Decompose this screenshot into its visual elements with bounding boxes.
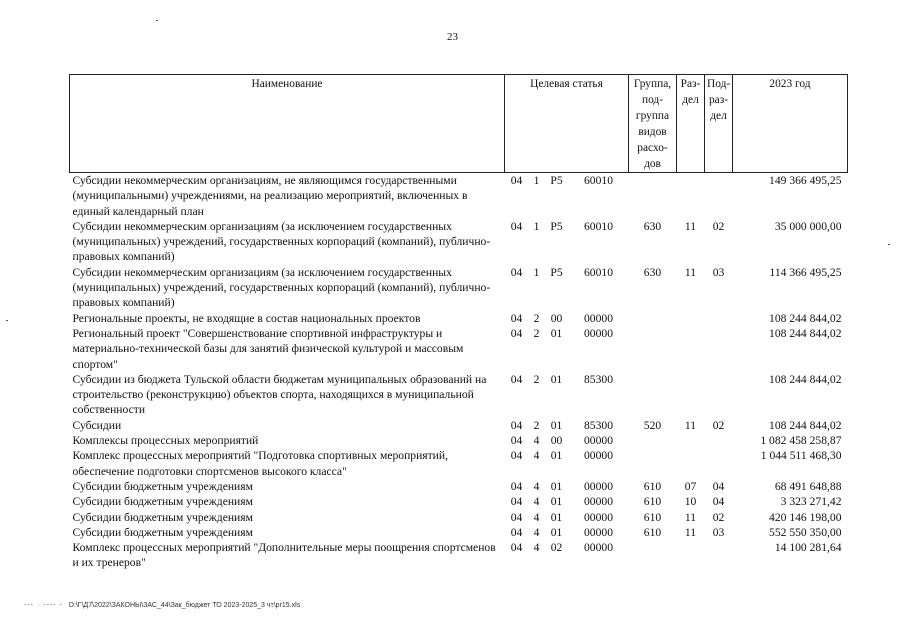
header-year: 2023 год [733,75,848,173]
table-row [70,448,848,479]
table-row [70,219,848,265]
subsection-code: 02 [712,219,725,233]
header-subsection: Под-раз-дел [705,75,733,173]
section-code [677,433,705,448]
expense-group [629,173,677,219]
expense-group: 630 [643,265,662,279]
table-row [70,510,848,525]
table-row [70,540,848,571]
target-code-direction: 60010 [584,174,613,187]
table-row [70,173,848,219]
row-name: Региональный проект "Совершенствование спортивной инфраструктуры и материально-технической базы для занятий физической культурой и массовым спортом" [72,326,464,371]
expense-group [629,372,677,418]
amount-2023: 3 323 271,42 [780,495,842,509]
target-code-type: 1 [533,219,540,233]
target-code-direction: 00000 [584,449,613,463]
target-code-type: 2 [533,418,540,432]
section-code [677,311,705,326]
target-code-project: 00 [550,311,563,325]
target-code-direction: 85300 [584,418,613,432]
target-code-direction: 00000 [584,479,613,493]
table-row [70,494,848,509]
target-code-project: 01 [550,449,563,463]
target-code-type: 2 [533,372,540,386]
subsection-code: 03 [712,265,725,279]
expense-group: 610 [643,495,662,509]
header-group: Группа, под-группа видов расхо-дов [629,75,677,173]
row-name: Субсидии некоммерческим организациям, не являющимся государственными (муниципальными) учреждениями, на реализацию мероприятий, включенных в единый календарный план [72,174,468,218]
target-code-program: 04 [510,495,523,509]
subsection-code: 03 [712,525,725,539]
row-name: Субсидии некоммерческим организациям (за исключением государственных (муниципальных) учреждений, государственных корпораций (компаний), публично-правовых компаний) [72,265,491,310]
target-code-direction: 00000 [584,326,613,340]
subsection-code [705,540,733,571]
amount-2023: 68 491 648,88 [774,479,842,493]
table-header-row [70,75,848,173]
amount-2023: 108 244 844,02 [769,418,842,432]
section-code: 11 [684,525,697,539]
target-code-type: 4 [533,510,540,524]
amount-2023: 114 366 495,25 [769,265,842,279]
target-code-program: 04 [510,434,523,448]
table-row [70,479,848,494]
target-code-type: 1 [533,174,540,187]
subsection-code [705,448,733,479]
target-code-direction: 00000 [584,434,613,448]
target-code-project: P5 [550,174,563,187]
file-path-footer [24,602,300,609]
page-number: 23 [447,31,458,43]
subsection-code [705,311,733,326]
target-code-direction: 00000 [584,510,613,524]
target-code-direction: 00000 [584,495,613,509]
amount-2023: 420 146 198,00 [769,510,842,524]
section-code [677,173,705,219]
amount-2023: 552 550 350,00 [769,525,842,539]
expense-group [629,540,677,571]
target-code-type: 4 [533,525,540,539]
target-code-direction: 60010 [584,265,613,279]
table-row [70,433,848,448]
target-code-direction: 00000 [584,311,613,325]
section-code: 11 [684,510,697,524]
target-code-direction: 00000 [584,525,613,539]
target-code-type: 4 [533,541,540,555]
scan-speck [888,244,890,245]
amount-2023: 35 000 000,00 [774,219,842,233]
amount-2023: 14 100 281,64 [774,541,842,555]
row-name: Комплекс процессных мероприятий "Подготовка спортивных мероприятий, обеспечение подготовки спортсменов высокого класса" [72,449,448,478]
target-code-direction: 60010 [584,219,613,233]
expense-group: 630 [643,219,662,233]
header-name: Наименование [70,75,505,173]
target-code-project: 01 [550,372,563,386]
budget-table [69,74,848,571]
expense-group [629,326,677,372]
section-code [677,448,705,479]
target-code-type: 4 [533,495,540,509]
amount-2023: 108 244 844,02 [769,372,842,386]
subsection-code [705,372,733,418]
section-code [677,326,705,372]
header-target-article: Целевая статья [505,75,629,173]
subsection-code [705,433,733,448]
row-name: Региональные проекты, не входящие в состав национальных проектов [72,311,421,325]
target-code-program: 04 [510,449,523,463]
target-code-type: 4 [533,434,540,448]
amount-2023: 149 366 495,25 [769,174,842,187]
amount-2023: 108 244 844,02 [769,311,842,325]
target-code-program: 04 [510,479,523,493]
table-row [70,372,848,418]
target-code-project: 01 [550,495,563,509]
table-row [70,326,848,372]
row-name: Субсидии бюджетным учреждениям [72,525,253,539]
table-row [70,265,848,311]
target-code-program: 04 [510,174,523,187]
footer-dashes: --- · ---- - [24,602,63,609]
target-code-type: 4 [533,449,540,463]
footer-path: D:\Г\Д7\2022\ЗАКОНЫ\ЗАС_44\Зак_бюджет ТО 2023-2025_3 чт\pr15.xls [68,602,301,609]
expense-group [629,311,677,326]
target-code-program: 04 [510,219,523,233]
target-code-type: 4 [533,479,540,493]
section-code: 11 [684,418,697,432]
section-code: 11 [684,265,697,279]
table-row [70,418,848,433]
scan-speck [6,320,8,321]
expense-group: 610 [643,479,662,493]
amount-2023: 108 244 844,02 [769,326,842,340]
subsection-code: 04 [712,479,725,493]
expense-group: 520 [643,418,662,432]
subsection-code [705,173,733,219]
section-code: 07 [684,479,697,493]
target-code-program: 04 [510,265,523,279]
scan-speck [156,20,158,21]
amount-2023: 1 044 511 468,30 [760,449,842,463]
target-code-type: 2 [533,326,540,340]
target-code-project: P5 [550,219,563,233]
row-name: Комплекс процессных мероприятий "Дополнительные меры поощрения спортсменов и их тренеров" [72,541,496,570]
subsection-code: 02 [712,418,725,432]
table-row [70,311,848,326]
row-name: Субсидии бюджетным учреждениям [72,495,253,509]
target-code-project: 01 [550,479,563,493]
expense-group: 610 [643,525,662,539]
target-code-project: 01 [550,510,563,524]
target-code-project: 01 [550,326,563,340]
target-code-project: 01 [550,525,563,539]
target-code-program: 04 [510,311,523,325]
subsection-code [705,326,733,372]
section-code [677,372,705,418]
expense-group: 610 [643,510,662,524]
target-code-direction: 00000 [584,541,613,555]
target-code-program: 04 [510,525,523,539]
table-row [70,525,848,540]
row-name: Комплексы процессных мероприятий [72,434,259,448]
target-code-program: 04 [510,326,523,340]
subsection-code: 04 [712,495,725,509]
row-name: Субсидии бюджетным учреждениям [72,510,253,524]
target-code-project: 01 [550,418,563,432]
subsection-code: 02 [712,510,725,524]
amount-2023: 1 082 458 258,87 [760,434,842,448]
target-code-program: 04 [510,541,523,555]
target-code-project: 02 [550,541,563,555]
section-code [677,540,705,571]
target-code-direction: 85300 [584,372,613,386]
row-name: Субсидии некоммерческим организациям (за исключением государственных (муниципальных) учреждений, государственных корпораций (компаний), публично-правовых компаний) [72,219,491,264]
row-name: Субсидии бюджетным учреждениям [72,479,253,493]
row-name: Субсидии из бюджета Тульской области бюджетам муниципальных образований на строительство (реконструкцию) объектов спорта, находящихся в муниципальной собственности [72,372,487,417]
target-code-type: 2 [533,311,540,325]
section-code: 11 [684,219,697,233]
table-body [70,173,848,571]
target-code-program: 04 [510,418,523,432]
expense-group [629,433,677,448]
target-code-project: 00 [550,434,563,448]
section-code: 10 [684,495,697,509]
expense-group [629,448,677,479]
target-code-program: 04 [510,372,523,386]
target-code-program: 04 [510,510,523,524]
row-name: Субсидии [72,418,122,432]
header-section: Раз-дел [677,75,705,173]
target-code-type: 1 [533,265,540,279]
target-code-project: P5 [550,265,563,279]
